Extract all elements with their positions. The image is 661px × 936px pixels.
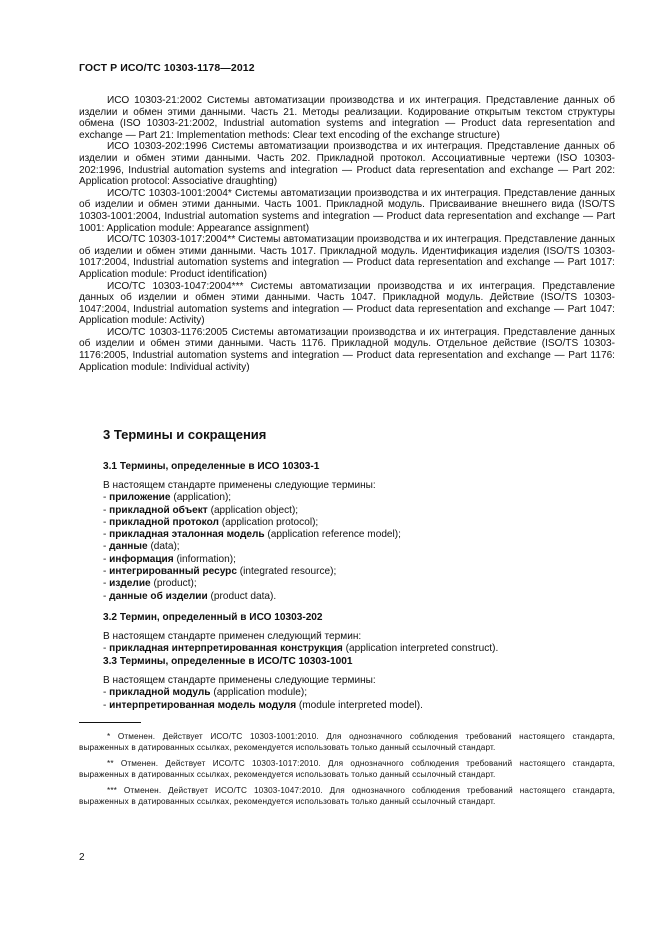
footnote-item: ** Отменен. Действует ИСО/ТС 10303-1017:2010. Для однозначного соблюдения требований настоящего стандарта, выраженных в датированных ссылках, рекомендуется использовать только данный ссылочный стандарт. (79, 758, 615, 780)
term-name: интерпретированная модель модуля (109, 699, 297, 711)
subsection-title: 3.2 Термин, определенный в ИСО 10303-202 (103, 612, 323, 623)
subsection-3-2 (103, 612, 613, 656)
term-item: - прикладной объект (application object); (103, 504, 299, 516)
subsection-3-3 (103, 656, 613, 712)
term-item: - прикладной протокол (application protocol); (103, 516, 319, 528)
page-header: ГОСТ Р ИСО/ТС 10303-1178—2012 (79, 62, 255, 74)
term-name: информация (109, 553, 174, 565)
subsection-title: 3.3 Термины, определенные в ИСО/ТС 10303-1001 (103, 656, 353, 667)
section-title: 3 Термины и сокращения (103, 427, 267, 442)
term-english: (integrated resource); (239, 566, 337, 578)
term-item: - прикладная интерпретированная конструкция (application interpreted construct). (103, 643, 499, 655)
term-name: прикладной объект (109, 504, 208, 516)
subsection-intro: В настоящем стандарте применены следующие термины: (103, 675, 376, 686)
term-english: (information); (176, 553, 236, 565)
subsection-intro: В настоящем стандарте применены следующие термины: (103, 480, 376, 491)
term-item: - информация (information); (103, 553, 236, 565)
term-name: прикладная интерпретированная конструкция (109, 643, 343, 655)
term-english: (application object); (210, 504, 299, 516)
term-item: - интегрированный ресурс (integrated resource); (103, 566, 337, 578)
reference-item: ИСО 10303-21:2002 Системы автоматизации производства и их интеграция. Представление данных об изделии и обмен этими данными. Часть 21. Методы реализации. Кодирование открытым текстом структуры обмена (ISO 10303-21:2002, Industrial automation systems and integration — Product data representation and exchange — Part 21: Implementation methods: Clear text encoding of the exchange structure) (79, 95, 615, 141)
term-english: (application interpreted construct). (345, 643, 499, 655)
term-english: (application module); (213, 687, 308, 699)
term-english: (application); (173, 492, 232, 504)
reference-item: ИСО/ТС 10303-1047:2004*** Системы автоматизации производства и их интеграция. Представление данных об изделии и обмен этими данными. Часть 1047. Прикладной модуль. Действие (ISO/TS 10303-1047:2004, Industrial automation systems and integration — Product data representation and exchange — Part 1047: Application module: Activity) (79, 280, 615, 327)
term-item: - изделие (product); (103, 578, 197, 590)
footnote-divider (79, 722, 141, 723)
term-english: (product); (153, 578, 197, 590)
reference-item: ИСО 10303-202:1996 Системы автоматизации производства и их интеграция. Представление данных об изделии и обмен этими данными. Часть 202. Прикладной протокол. Ассоциативные чертежи (ISO 10303-202:1996, Industrial automation systems and integration — Product data representation and exchange — Part 202: Application protocol: Associative draughting) (79, 141, 615, 188)
term-name: прикладной протокол (109, 516, 219, 528)
term-name: изделие (109, 578, 151, 590)
term-item: - данные об изделии (product data). (103, 590, 277, 602)
term-item: - прикладной модуль (application module); (103, 687, 308, 699)
page-number: 2 (79, 852, 85, 863)
subsection-intro: В настоящем стандарте применен следующий термин: (103, 631, 362, 642)
term-item: - данные (data); (103, 541, 180, 553)
footnote-item: * Отменен. Действует ИСО/ТС 10303-1001:2010. Для однозначного соблюдения требований настоящего стандарта, выраженных в датированных ссылках, рекомендуется использовать только данный ссылочный стандарт. (79, 732, 615, 753)
term-english: (application protocol); (221, 516, 319, 528)
normative-references (79, 95, 615, 373)
reference-item: ИСО/ТС 10303-1176:2005 Системы автоматизации производства и их интеграция. Представление данных об изделии и обмен этими данными. Часть 1176. Прикладной модуль. Отдельное действие (ISO/TS 10303-1176:2005, Industrial automation systems and integration — Product data representation and exchange — Part 1176: Application module: Individual activity) (79, 326, 615, 373)
term-item: - приложение (application); (103, 492, 232, 504)
term-item: - прикладная эталонная модель (application reference model); (103, 529, 401, 541)
term-name: прикладной модуль (109, 687, 211, 699)
reference-item: ИСО/ТС 10303-1017:2004** Системы автоматизации производства и их интеграция. Представление данных об изделии и обмен этими данными. Часть 1017. Прикладной модуль. Идентификация изделия (ISO/TS 10303-1017:2004, Industrial automation systems and integration — Product data representation and exchange — Part 1017: Application module: Product identification) (79, 234, 615, 280)
subsection-title: 3.1 Термины, определенные в ИСО 10303-1 (103, 461, 320, 472)
term-item: - интерпретированная модель модуля (module interpreted model). (103, 699, 423, 711)
term-english: (application reference model); (267, 529, 401, 541)
term-name: данные об изделии (109, 590, 208, 602)
term-english: (product data). (210, 590, 277, 602)
reference-item: ИСО/ТС 10303-1001:2004* Системы автоматизации производства и их интеграция. Представление данных об изделии и обмен этими данными. Часть 1001. Прикладной модуль. Присваивание внешнего вида (ISO/TS 10303-1001:2004, Industrial automation systems and integration — Product data representation and exchange — Part 1001: Application module: Appearance assignment) (79, 187, 615, 234)
term-name: данные (109, 541, 148, 553)
footnotes (79, 731, 615, 811)
term-name: прикладная эталонная модель (109, 529, 265, 541)
term-english: (data); (150, 541, 180, 553)
term-english: (module interpreted model). (298, 699, 423, 711)
term-name: интегрированный ресурс (109, 566, 237, 578)
subsection-3-1 (103, 461, 613, 603)
term-name: приложение (109, 492, 171, 504)
footnote-item: *** Отменен. Действует ИСО/ТС 10303-1047:2010. Для однозначного соблюдения требований настоящего стандарта, выраженных в датированных ссылках, рекомендуется использовать только данный ссылочный стандарт. (79, 785, 615, 807)
